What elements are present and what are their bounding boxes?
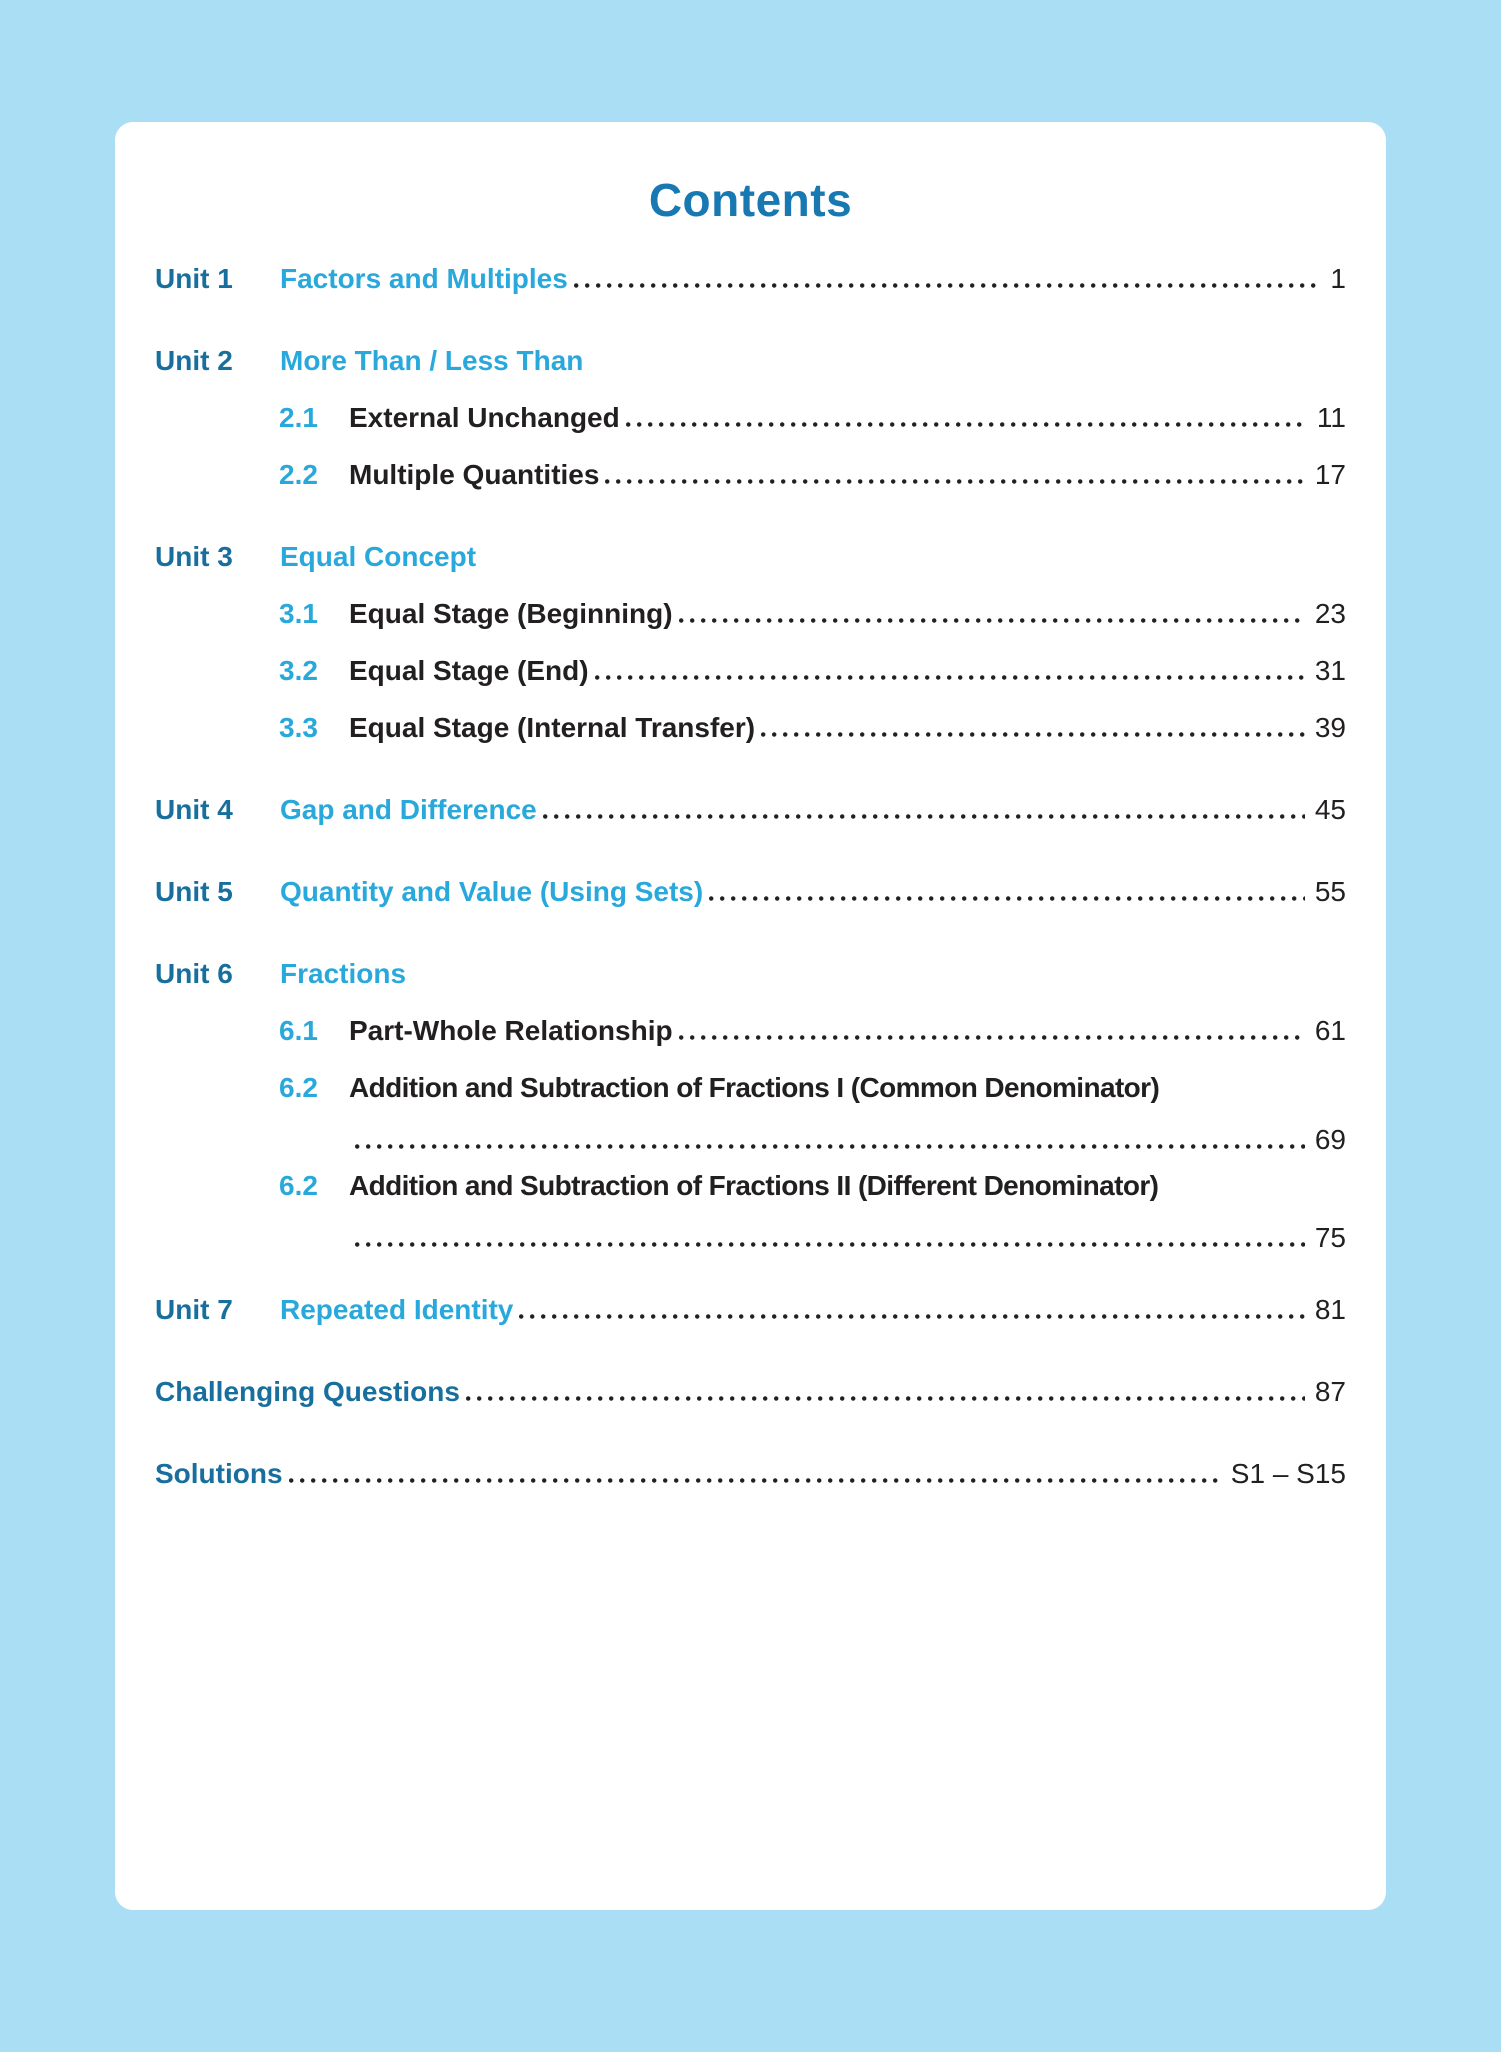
dots-leader xyxy=(574,283,1321,288)
contents-card xyxy=(115,122,1386,1910)
section-title: Challenging Questions xyxy=(155,1376,460,1407)
toc-sub-entry xyxy=(155,1068,1346,1108)
page-number: 81 xyxy=(1314,1294,1346,1325)
dots-leader xyxy=(761,732,1305,737)
dots-leader xyxy=(679,618,1305,623)
subsection-number: 6.2 xyxy=(279,1072,318,1103)
subsection-number: 2.1 xyxy=(279,402,318,433)
dots-leader xyxy=(543,814,1305,819)
page-number: 11 xyxy=(1316,402,1346,433)
subsection-title: Addition and Subtraction of Fractions I (Common Denominator) xyxy=(349,1072,1160,1103)
dots-leader xyxy=(519,1314,1304,1319)
page-number: 39 xyxy=(1314,712,1346,743)
toc-sub-entry-continuation xyxy=(155,1218,1346,1258)
subsection-number: 6.1 xyxy=(279,1015,318,1046)
toc-unit-entry xyxy=(155,341,1346,381)
subsection-number: 2.2 xyxy=(279,459,318,490)
page-number: 61 xyxy=(1314,1015,1346,1046)
subsection-title: Equal Stage (Internal Transfer) xyxy=(349,712,756,743)
page-number: S1 – S15 xyxy=(1230,1458,1346,1489)
dots-leader xyxy=(626,422,1307,427)
toc-sub-entry xyxy=(155,1011,1346,1051)
subsection-number: 3.2 xyxy=(279,655,318,686)
toc-section-entry xyxy=(155,1372,1346,1412)
page-number: 31 xyxy=(1314,655,1346,686)
unit-title: Fractions xyxy=(280,958,407,989)
toc-sub-entry xyxy=(155,455,1346,495)
toc-unit-entry xyxy=(155,259,1346,299)
toc-sub-entry xyxy=(155,651,1346,691)
subsection-number: 3.3 xyxy=(279,712,318,743)
toc-unit-entry xyxy=(155,954,1346,994)
section-title: Solutions xyxy=(155,1458,283,1489)
toc-sub-entry xyxy=(155,1166,1346,1206)
unit-title: Quantity and Value (Using Sets) xyxy=(280,876,704,907)
page-number: 1 xyxy=(1330,263,1346,294)
toc-section-entry xyxy=(155,1454,1346,1494)
dots-leader xyxy=(679,1035,1305,1040)
toc-list xyxy=(155,259,1346,1494)
page-number: 17 xyxy=(1314,459,1346,490)
subsection-title: Equal Stage (End) xyxy=(349,655,589,686)
unit-label: Unit 5 xyxy=(155,876,233,907)
toc-unit-entry xyxy=(155,1290,1346,1330)
subsection-title: Equal Stage (Beginning) xyxy=(349,598,673,629)
toc-sub-entry xyxy=(155,398,1346,438)
page-number: 55 xyxy=(1314,876,1346,907)
page-number: 75 xyxy=(1314,1222,1346,1253)
subsection-title: Part-Whole Relationship xyxy=(349,1015,673,1046)
toc-sub-entry xyxy=(155,594,1346,634)
dots-leader xyxy=(289,1478,1221,1483)
toc-unit-entry xyxy=(155,872,1346,912)
unit-title: More Than / Less Than xyxy=(280,345,584,376)
unit-label: Unit 7 xyxy=(155,1294,233,1325)
unit-label: Unit 3 xyxy=(155,541,233,572)
page-number: 45 xyxy=(1314,794,1346,825)
subsection-title: Multiple Quantities xyxy=(349,459,600,490)
subsection-number: 3.1 xyxy=(279,598,318,629)
page-number: 23 xyxy=(1314,598,1346,629)
unit-label: Unit 1 xyxy=(155,263,233,294)
page-number: 87 xyxy=(1314,1376,1346,1407)
toc-sub-entry-continuation xyxy=(155,1120,1346,1160)
dots-leader xyxy=(595,675,1305,680)
unit-title: Factors and Multiples xyxy=(280,263,568,294)
unit-label: Unit 6 xyxy=(155,958,233,989)
dots-leader xyxy=(709,896,1305,901)
unit-title: Equal Concept xyxy=(280,541,477,572)
toc-unit-entry xyxy=(155,790,1346,830)
unit-label: Unit 2 xyxy=(155,345,233,376)
unit-label: Unit 4 xyxy=(155,794,233,825)
dots-leader xyxy=(355,1242,1305,1247)
dots-leader xyxy=(355,1144,1305,1149)
subsection-title: Addition and Subtraction of Fractions II (Different Denominator) xyxy=(349,1170,1159,1201)
page-title: Contents xyxy=(648,174,853,226)
unit-title: Gap and Difference xyxy=(280,794,537,825)
subsection-title: External Unchanged xyxy=(349,402,620,433)
dots-leader xyxy=(466,1396,1305,1401)
page-number: 69 xyxy=(1314,1124,1346,1155)
dots-leader xyxy=(605,479,1304,484)
unit-title: Repeated Identity xyxy=(280,1294,514,1325)
toc-unit-entry xyxy=(155,537,1346,577)
toc-sub-entry xyxy=(155,708,1346,748)
subsection-number: 6.2 xyxy=(279,1170,318,1201)
